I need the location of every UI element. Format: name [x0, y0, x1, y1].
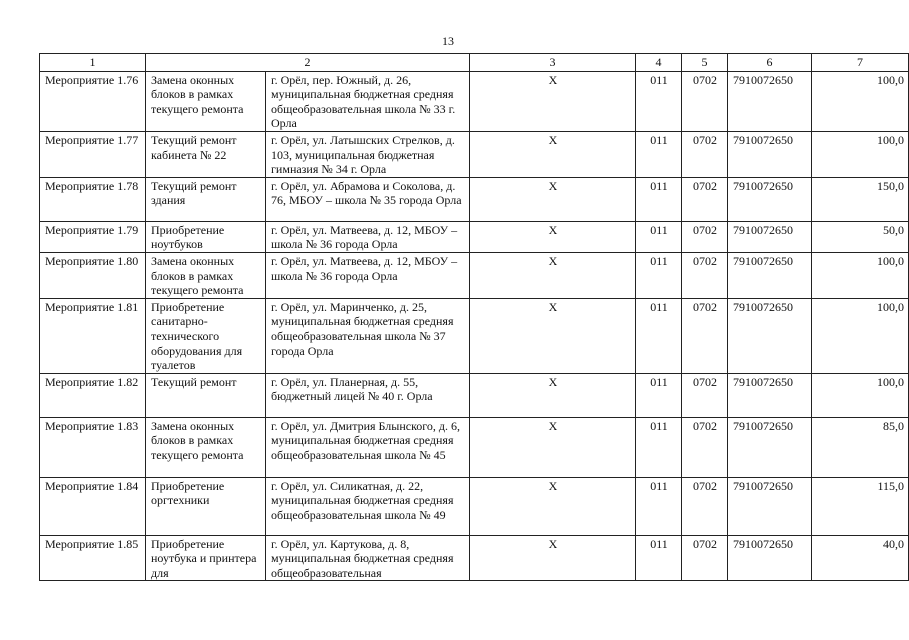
- col5-value: 0702: [682, 535, 728, 581]
- measure-address: г. Орёл, ул. Планерная, д. 55, бюджетный лицей № 40 г. Орла: [266, 373, 470, 417]
- table-row: [40, 252, 909, 298]
- col5-value: 0702: [682, 177, 728, 221]
- col5-value: 0702: [682, 417, 728, 477]
- measure-address: г. Орёл, ул. Картукова, д. 8, муниципальная бюджетная средняя общеобразовательная: [266, 535, 470, 581]
- table-row: [40, 131, 909, 177]
- page-number: 13: [442, 34, 454, 48]
- measures-table: [39, 53, 909, 581]
- col5-value: 0702: [682, 221, 728, 252]
- col4-value: 011: [636, 71, 682, 131]
- table-row: [40, 71, 909, 131]
- col6-value: 7910072650: [728, 373, 812, 417]
- col7-value: 115,0: [812, 477, 909, 535]
- col6-value: 7910072650: [728, 131, 812, 177]
- col7-value: 100,0: [812, 131, 909, 177]
- measure-id: Мероприятие 1.76: [40, 71, 146, 131]
- table-row: [40, 535, 909, 581]
- col6-value: 7910072650: [728, 177, 812, 221]
- table-row: [40, 477, 909, 535]
- col3-value: X: [470, 252, 636, 298]
- measure-id: Мероприятие 1.84: [40, 477, 146, 535]
- measure-name: Приобретение оргтехники: [146, 477, 266, 535]
- col5-value: 0702: [682, 477, 728, 535]
- measure-name: Приобретение ноутбука и принтера для: [146, 535, 266, 581]
- header-col-3: 3: [470, 54, 636, 72]
- col7-value: 40,0: [812, 535, 909, 581]
- col3-value: X: [470, 417, 636, 477]
- col7-value: 100,0: [812, 71, 909, 131]
- table-row: [40, 373, 909, 417]
- col7-value: 85,0: [812, 417, 909, 477]
- col3-value: X: [470, 71, 636, 131]
- col3-value: X: [470, 373, 636, 417]
- col3-value: X: [470, 298, 636, 373]
- measure-id: Мероприятие 1.82: [40, 373, 146, 417]
- table-row: [40, 221, 909, 252]
- measure-address: г. Орёл, ул. Дмитрия Блынского, д. 6, муниципальная бюджетная средняя общеобразовательная школа № 45: [266, 417, 470, 477]
- measure-address: г. Орёл, ул. Матвеева, д. 12, МБОУ – школа № 36 города Орла: [266, 221, 470, 252]
- col3-value: X: [470, 177, 636, 221]
- col6-value: 7910072650: [728, 298, 812, 373]
- col5-value: 0702: [682, 71, 728, 131]
- col7-value: 100,0: [812, 373, 909, 417]
- measure-name: Текущий ремонт: [146, 373, 266, 417]
- col4-value: 011: [636, 252, 682, 298]
- col6-value: 7910072650: [728, 252, 812, 298]
- measure-address: г. Орёл, ул. Матвеева, д. 12, МБОУ – школа № 36 города Орла: [266, 252, 470, 298]
- measure-id: Мероприятие 1.85: [40, 535, 146, 581]
- measure-address: г. Орёл, пер. Южный, д. 26, муниципальная бюджетная средняя общеобразовательная школа № 33 г. Орла: [266, 71, 470, 131]
- header-col-6: 6: [728, 54, 812, 72]
- col6-value: 7910072650: [728, 535, 812, 581]
- col7-value: 150,0: [812, 177, 909, 221]
- table-row: [40, 298, 909, 373]
- header-col-7: 7: [812, 54, 909, 72]
- measure-id: Мероприятие 1.81: [40, 298, 146, 373]
- col3-value: X: [470, 535, 636, 581]
- measure-name: Приобретение санитарно-технического оборудования для туалетов: [146, 298, 266, 373]
- col3-value: X: [470, 221, 636, 252]
- col4-value: 011: [636, 373, 682, 417]
- col6-value: 7910072650: [728, 477, 812, 535]
- col4-value: 011: [636, 177, 682, 221]
- measure-name: Замена оконных блоков в рамках текущего ремонта: [146, 252, 266, 298]
- col4-value: 011: [636, 221, 682, 252]
- header-col-1: 1: [40, 54, 146, 72]
- col7-value: 100,0: [812, 252, 909, 298]
- table-row: [40, 177, 909, 221]
- col3-value: X: [470, 477, 636, 535]
- measure-address: г. Орёл, ул. Маринченко, д. 25, муниципальная бюджетная средняя общеобразовательная школа № 37 города Орла: [266, 298, 470, 373]
- col5-value: 0702: [682, 298, 728, 373]
- measure-address: г. Орёл, ул. Латышских Стрелков, д. 103, муниципальная бюджетная гимназия № 34 г. Орла: [266, 131, 470, 177]
- col6-value: 7910072650: [728, 417, 812, 477]
- measure-id: Мероприятие 1.79: [40, 221, 146, 252]
- col6-value: 7910072650: [728, 221, 812, 252]
- measure-name: Замена оконных блоков в рамках текущего ремонта: [146, 71, 266, 131]
- col4-value: 011: [636, 417, 682, 477]
- col4-value: 011: [636, 298, 682, 373]
- col7-value: 100,0: [812, 298, 909, 373]
- col5-value: 0702: [682, 373, 728, 417]
- measure-address: г. Орёл, ул. Абрамова и Соколова, д. 76, МБОУ – школа № 35 города Орла: [266, 177, 470, 221]
- header-row: [40, 54, 909, 72]
- col4-value: 011: [636, 131, 682, 177]
- measure-name: Замена оконных блоков в рамках текущего ремонта: [146, 417, 266, 477]
- col4-value: 011: [636, 477, 682, 535]
- col5-value: 0702: [682, 252, 728, 298]
- header-col-4: 4: [636, 54, 682, 72]
- table-row: [40, 417, 909, 477]
- col4-value: 011: [636, 535, 682, 581]
- measure-name: Текущий ремонт здания: [146, 177, 266, 221]
- measure-name: Текущий ремонт кабинета № 22: [146, 131, 266, 177]
- measure-id: Мероприятие 1.78: [40, 177, 146, 221]
- col3-value: X: [470, 131, 636, 177]
- col7-value: 50,0: [812, 221, 909, 252]
- measure-name: Приобретение ноутбуков: [146, 221, 266, 252]
- measure-id: Мероприятие 1.80: [40, 252, 146, 298]
- header-col-5: 5: [682, 54, 728, 72]
- col5-value: 0702: [682, 131, 728, 177]
- measure-id: Мероприятие 1.77: [40, 131, 146, 177]
- header-col-2: 2: [146, 54, 470, 72]
- measure-id: Мероприятие 1.83: [40, 417, 146, 477]
- measure-address: г. Орёл, ул. Силикатная, д. 22, муниципальная бюджетная средняя общеобразовательная школа № 49: [266, 477, 470, 535]
- col6-value: 7910072650: [728, 71, 812, 131]
